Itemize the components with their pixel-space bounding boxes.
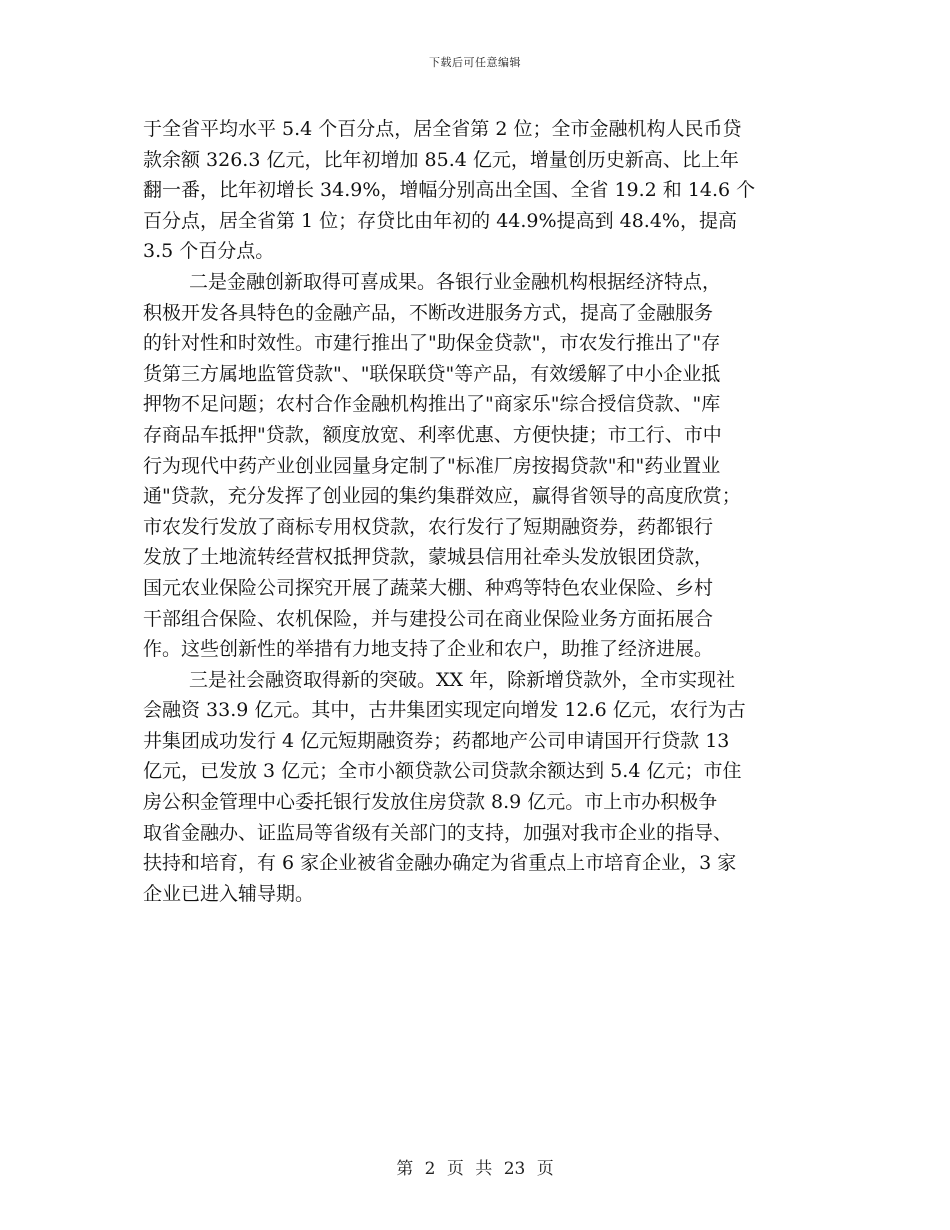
text-line: 行为现代中药产业创业园量身定制了"标准厂房按揭贷款"和"药业置业 xyxy=(143,454,721,477)
text-line: 国元农业保险公司探究开展了蔬菜大棚、种鸡等特色农业保险、乡村 xyxy=(143,576,714,599)
text-line: 取省金融办、证监局等省级有关部门的支持，加强对我市企业的指导、 xyxy=(143,821,733,844)
text-line: 的针对性和时效性。市建行推出了"助保金贷款"，市农发行推出了"存 xyxy=(143,332,721,355)
text-line: 货第三方属地监管贷款"、"联保联贷"等产品，有效缓解了中小企业抵 xyxy=(143,362,721,385)
text-line: 企业已进入辅导期。 xyxy=(143,882,315,905)
text-line: 会融资 33.9 亿元。其中，古井集团实现定向增发 12.6 亿元，农行为古 xyxy=(143,699,746,722)
text-line: 扶持和培育，有 6 家企业被省金融办确定为省重点上市培育企业，3 家 xyxy=(143,852,737,875)
text-line: 积极开发各具特色的金融产品，不断改进服务方式，提高了金融服务 xyxy=(143,301,714,324)
text-line: 押物不足问题；农村合作金融机构推出了"商家乐"综合授信贷款、"库 xyxy=(143,393,721,416)
text-line: 亿元，已发放 3 亿元；全市小额贷款公司贷款余额达到 5.4 亿元；市住 xyxy=(143,760,742,783)
text-line: 3.5 个百分点。 xyxy=(143,240,275,263)
page-header-note: 下载后可任意编辑 xyxy=(429,56,521,69)
text-line: 井集团成功发行 4 亿元短期融资券；药都地产公司申请国开行贷款 13 xyxy=(143,729,730,752)
document-body xyxy=(143,114,815,909)
text-line: 存商品车抵押"贷款，额度放宽、利率优惠、方便快捷；市工行、市中 xyxy=(143,423,722,446)
text-line: 房公积金管理中心委托银行发放住房贷款 8.9 亿元。市上市办积极争 xyxy=(143,791,718,814)
text-line: 于全省平均水平 5.4 个百分点，居全省第 2 位；全市金融机构人民币贷 xyxy=(143,118,742,140)
text-line: 发放了土地流转经营权抵押贷款，蒙城县信用社牵头发放银团贷款， xyxy=(143,546,714,569)
text-line: 市农发行发放了商标专用权贷款，农行发行了短期融资券，药都银行 xyxy=(143,515,714,538)
text-line: 三是社会融资取得新的突破。XX 年，除新增贷款外，全市实现社 xyxy=(189,668,736,691)
paragraph-continued xyxy=(143,114,815,267)
text-line: 作。这些创新性的举措有力地支持了企业和农户，助推了经济进展。 xyxy=(143,638,714,661)
text-line: 款余额 326.3 亿元，比年初增加 85.4 亿元，增量创历史新高、比上年 xyxy=(143,148,739,171)
text-line: 通"贷款，充分发挥了创业园的集约集群效应，赢得省领导的高度欣赏； xyxy=(143,485,741,508)
text-line: 翻一番，比年初增长 34.9%，增幅分别高出全国、全省 19.2 和 14.6 个 xyxy=(143,179,756,202)
paragraph-financial-innovation xyxy=(143,267,815,665)
page-number-footer: 第 2 页 共 23 页 xyxy=(396,1159,554,1179)
text-line: 二是金融创新取得可喜成果。各银行业金融机构根据经济特点， xyxy=(189,270,722,293)
text-line: 百分点，居全省第 1 位；存贷比由年初的 44.9%提高到 48.4%，提高 xyxy=(143,209,737,232)
text-line: 干部组合保险、农机保险，并与建投公司在商业保险业务方面拓展合 xyxy=(143,607,714,630)
paragraph-social-financing xyxy=(143,665,815,910)
